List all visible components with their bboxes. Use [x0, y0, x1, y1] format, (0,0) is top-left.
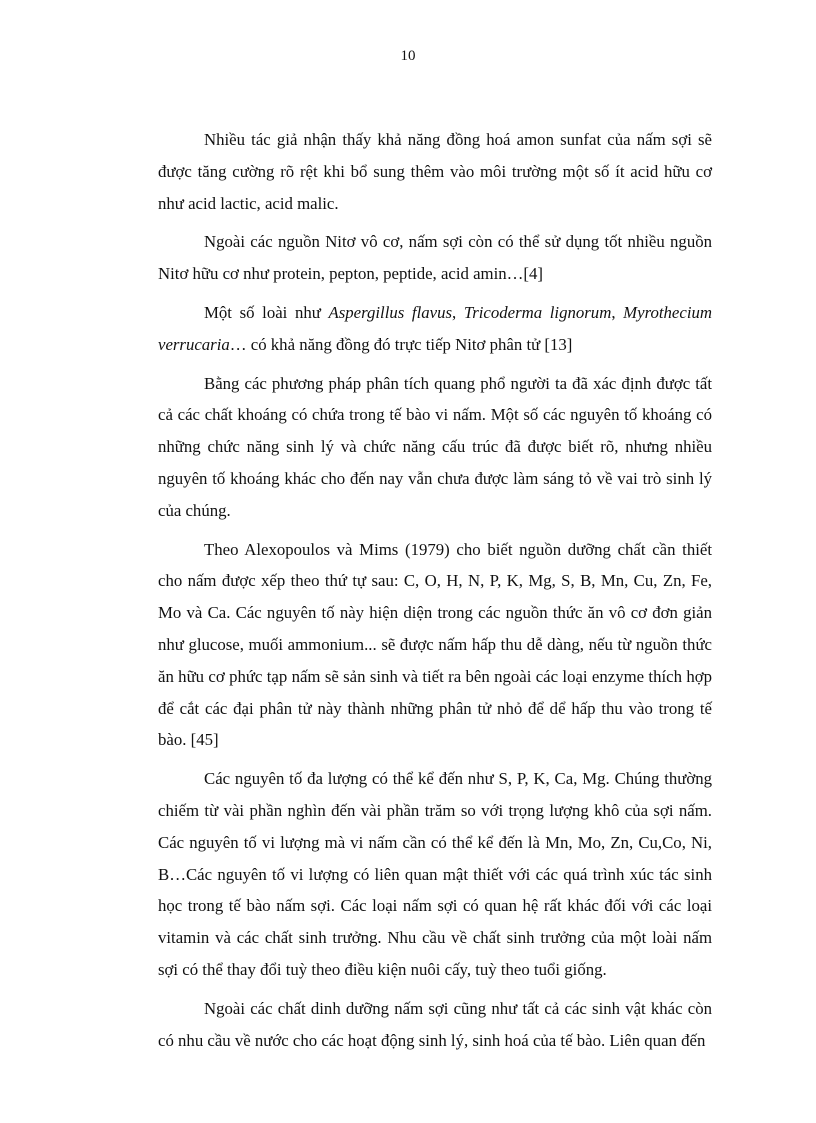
species-separator: ,: [611, 302, 624, 322]
paragraph-alexopoulos-mims: Theo Alexopoulos và Mims (1979) cho biết nguồn dưỡng chất cần thiết cho nấm được xếp theo thứ tự sau: C, O, H, N, P, K, Mg, S, B, Mn, Cu, Zn, Fe, Mo và Ca. Các nguyên tố này hiện diện trong các nguồn thức ăn vô cơ đơn giản như glucose, muối ammonium... sẽ được nấm hấp thu dễ dàng, nếu từ nguồn thức ăn hữu cơ phức tạp nấm sẽ sản sinh và tiết ra bên ngoài các loại enzyme thích hợp để cắt các đại phân tử này thành những phân tử nhỏ để dể hấp thu vào trong tế bào. [45]: [158, 539, 712, 750]
body-text: [158, 124, 712, 1063]
species-tail: … có khả năng đồng đó trực tiếp Nitơ phân tử [13]: [229, 334, 573, 354]
page-number: 10: [400, 48, 416, 64]
paragraph-nitrogen-fixing-species: [158, 297, 712, 361]
paragraph-macro-micro-elements: Các nguyên tố đa lượng có thể kể đến như S, P, K, Ca, Mg. Chúng thường chiếm từ vài phần nghìn đến vài phần trăm so với trọng lượng khô của sợi nấm. Các nguyên tố vi lượng mà vi nấm cần có thể kể đến là Mn, Mo, Zn, Cu,Co, Ni, B…Các nguyên tố vi lượng có liên quan mật thiết với các quá trình xúc tác sinh học trong tế bào nấm sợi. Các loại nấm sợi có quan hệ rất khác đối với các loại vitamin và các chất sinh trưởng. Nhu cầu về chất sinh trưởng của một loài nấm sợi có thể thay đổi tuỳ theo điều kiện nuôi cấy, tuỳ theo tuổi giống.: [158, 769, 712, 979]
paragraph-organic-nitrogen: Ngoài các nguồn Nitơ vô cơ, nấm sợi còn có thể sử dụng tốt nhiều nguồn Nitơ hữu cơ như protein, pepton, peptide, acid amin…[4]: [158, 232, 712, 284]
species-separator: ,: [452, 302, 464, 322]
paragraph-spectroscopy-minerals: Bằng các phương pháp phân tích quang phổ người ta đã xác định được tất cả các chất khoáng có chứa trong tế bào vi nấm. Một số các nguyên tố khoáng có những chức năng sinh lý và chức năng cấu trúc đã được biết rõ, nhưng nhiều nguyên tố khoáng khác cho đến nay vẫn chưa được làm sáng tỏ về vai trò sinh lý của chúng.: [158, 373, 712, 520]
species-aspergillus-flavus: Aspergillus flavus: [328, 302, 452, 322]
paragraph-ammonium-sulfate: Nhiều tác giả nhận thấy khả năng đồng hoá amon sunfat của nấm sợi sẽ được tăng cường rõ rệt khi bổ sung thêm vào môi trường một số ít acid hữu cơ như acid lactic, acid malic.: [158, 130, 712, 213]
species-tricoderma-lignorum: Tricoderma lignorum: [463, 302, 612, 322]
species-myrothecium-verrucaria: Myrothecium verrucaria: [158, 302, 712, 354]
species-intro: Một số loài như: [204, 302, 329, 322]
paragraph-water-needs: Ngoài các chất dinh dưỡng nấm sợi cũng như tất cả các sinh vật khác còn có nhu cầu về nước cho các hoạt động sinh lý, sinh hoá của tế bào. Liên quan đến: [158, 998, 712, 1050]
